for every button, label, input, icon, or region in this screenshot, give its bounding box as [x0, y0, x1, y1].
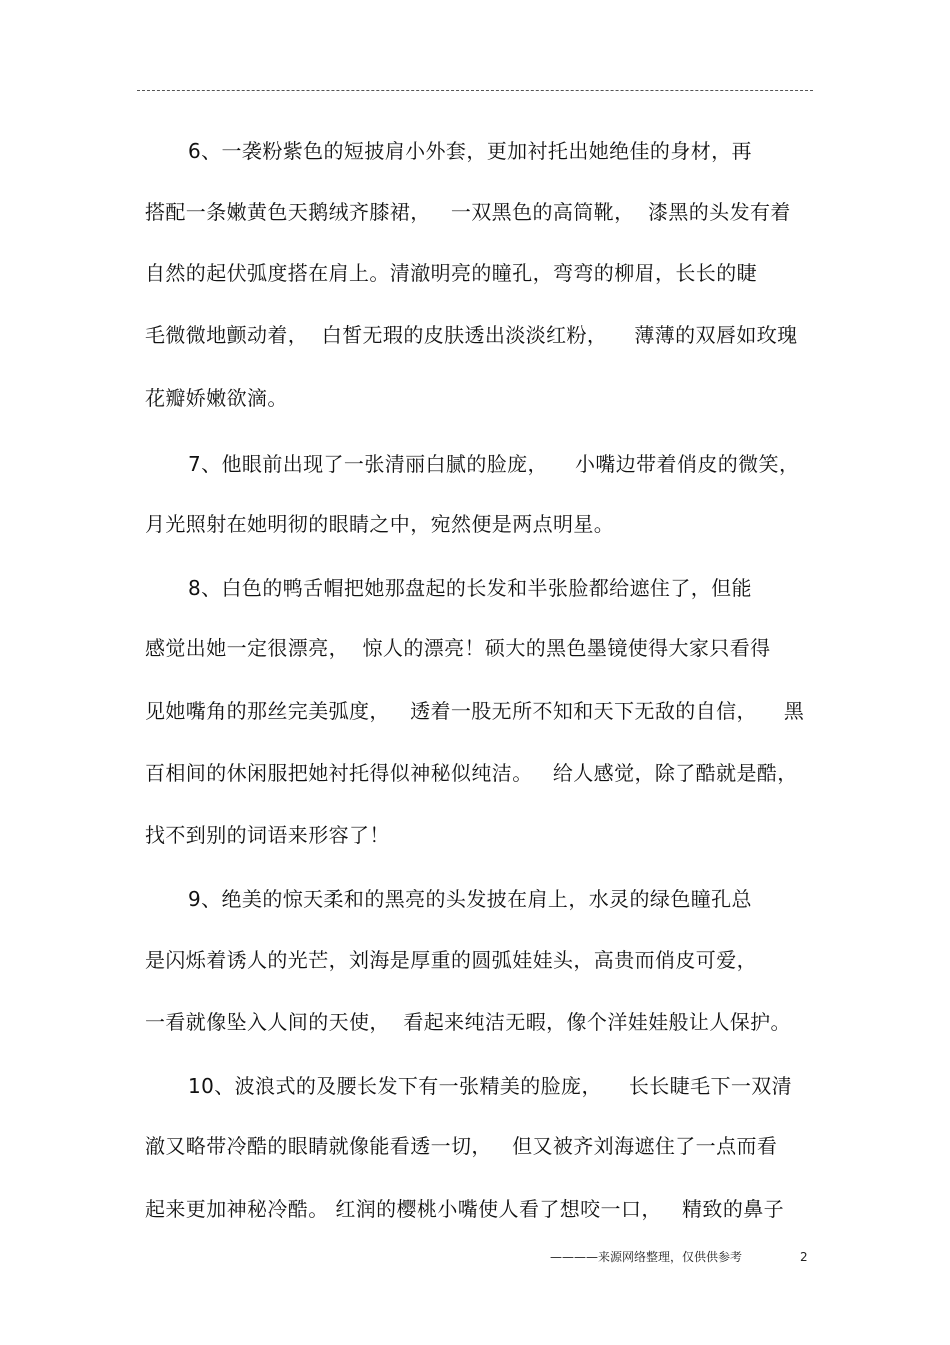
paragraph-6-line-2: 搭配一条嫩黄色天鹅绒齐膝裙， 一双黑色的高筒靴， 漆黑的头发有着 [145, 200, 791, 224]
paragraph-8-line-3: 见她嘴角的那丝完美弧度， 透着一股无所不知和天下无敌的自信， 黑 [145, 699, 805, 723]
paragraph-8-line-1: 8、白色的鸭舌帽把她那盘起的长发和半张脸都给遮住了，但能 [188, 576, 752, 600]
paragraph-9-line-2: 是闪烁着诱人的光芒，刘海是厚重的圆弧娃娃头，高贵而俏皮可爱， [145, 948, 757, 972]
paragraph-8-line-5: 找不到别的词语来形容了！ [145, 823, 390, 847]
paragraph-6-line-4: 毛微微地颤动着， 白皙无瑕的皮肤透出淡淡红粉， 薄薄的双唇如玫瑰 [145, 323, 798, 347]
page-number: 2 [800, 1250, 808, 1264]
paragraph-10-line-1: 10、波浪式的及腰长发下有一张精美的脸庞， 长长睫毛下一双清 [188, 1074, 793, 1098]
paragraph-8-line-4: 百相间的休闲服把她衬托得似神秘似纯洁。 给人感觉，除了酷就是酷， [145, 761, 798, 785]
paragraph-10-line-2: 澈又略带冷酷的眼睛就像能看透一切， 但又被齐刘海遮住了一点而看 [145, 1134, 778, 1158]
paragraph-7-line-1: 7、他眼前出现了一张清丽白腻的脸庞， 小嘴边带着俏皮的微笑， [188, 452, 800, 476]
paragraph-7-line-2: 月光照射在她明彻的眼睛之中，宛然便是两点明星。 [145, 512, 615, 536]
paragraph-8-line-2: 感觉出她一定很漂亮， 惊人的漂亮！硕大的黑色墨镜使得大家只看得 [145, 636, 771, 660]
paragraph-6-line-1: 6、一袭粉紫色的短披肩小外套，更加衬托出她绝佳的身材，再 [188, 139, 752, 163]
paragraph-9-line-1: 9、绝美的惊天柔和的黑亮的头发披在肩上，水灵的绿色瞳孔总 [188, 887, 752, 911]
paragraph-10-line-3: 起来更加神秘冷酷。 红润的樱桃小嘴使人看了想咬一口， 精致的鼻子 [145, 1197, 785, 1221]
footer-source-note: ————来源网络整理，仅供供参考 [550, 1250, 743, 1264]
paragraph-9-line-3: 一看就像坠入人间的天使， 看起来纯洁无暇，像个洋娃娃般让人保护。 [145, 1010, 791, 1034]
header-rule [137, 90, 813, 91]
paragraph-6-line-3: 自然的起伏弧度搭在肩上。清澈明亮的瞳孔，弯弯的柳眉，长长的睫 [145, 261, 757, 285]
paragraph-6-line-5: 花瓣娇嫩欲滴。 [145, 386, 288, 410]
